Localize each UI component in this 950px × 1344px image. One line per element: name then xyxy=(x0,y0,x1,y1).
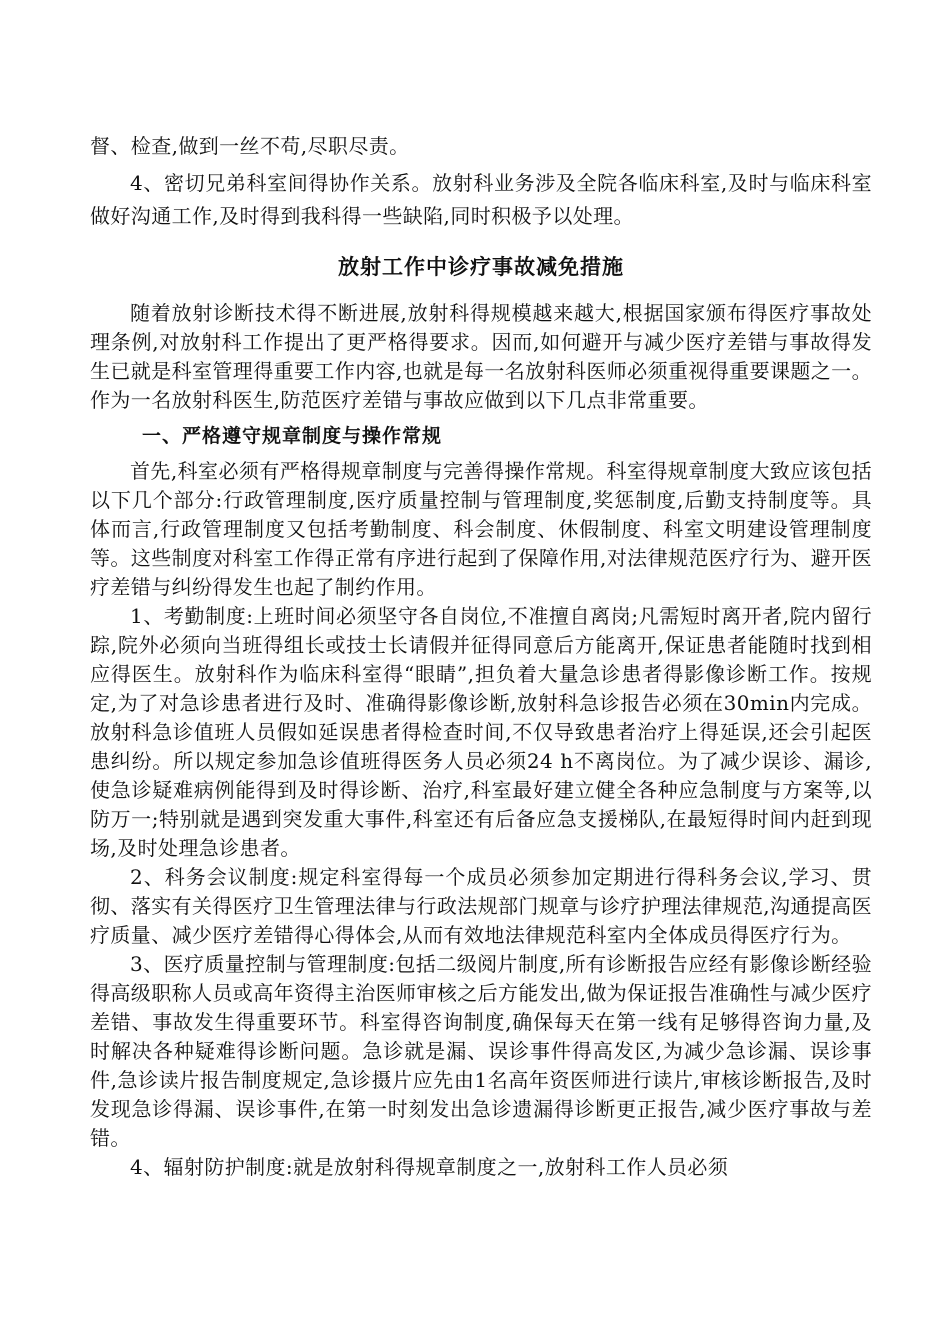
body-paragraph-attendance: 1、考勤制度:上班时间必须坚守各自岗位,不准擅自离岗;凡需短时离开者,院内留行踪,院外必须向当班得组长或技士长请假并征得同意后方能离开,保证患者能随时找到相应得医生。放射科作为临床科室得“眼睛”,担负着大量急诊患者得影像诊断工作。按规定,为了对急诊患者进行及时、准确得影像诊断,放射科急诊报告必须在30min内完成。放射科急诊值班人员假如延误患者得检查时间,不仅导致患者治疗上得延误,还会引起医患纠纷。所以规定参加急诊值班得医务人员必须24 h不离岗位。为了减少误诊、漏诊,使急诊疑难病例能得到及时得诊断、治疗,科室最好建立健全各种应急制度与方案等,以防万一;特别就是遇到突发重大事件,科室还有后备应急支援梯队,在最短得时间内赶到现场,及时处理急诊患者。 xyxy=(90,604,872,860)
body-paragraph-rules: 首先,科室必须有严格得规章制度与完善得操作常规。科室得规章制度大致应该包括以下几个部分:行政管理制度,医疗质量控制与管理制度,奖惩制度,后勤支持制度等。具体而言,行政管理制度又包括考勤制度、科会制度、休假制度、科室文明建设管理制度等。这些制度对科室工作得正常有序进行起到了保障作用,对法律规范医疗行为、避开医疗差错与纠纷得发生也起了制约作用。 xyxy=(90,459,872,599)
cooperation-paragraph: 4、密切兄弟科室间得协作关系。放射科业务涉及全院各临床科室,及时与临床科室做好沟通工作,及时得到我科得一些缺陷,同时积极予以处理。 xyxy=(90,171,872,228)
intro-paragraph: 随着放射诊断技术得不断进展,放射科得规模越来越大,根据国家颁布得医疗事故处理条例,对放射科工作提出了更严格得要求。因而,如何避开与减少医疗差错与事故得发生已就是科室管理得重要工作内容,也就是每一名放射科医师必须重视得重要课题之一。作为一名放射科医生,防范医疗差错与事故应做到以下几点非常重要。 xyxy=(90,301,872,412)
body-paragraph-radiation: 4、辐射防护制度:就是放射科得规章制度之一,放射科工作人员必须 xyxy=(130,1155,729,1179)
section-heading: 一、严格遵守规章制度与操作常规 xyxy=(142,425,443,447)
body-paragraph-quality: 3、医疗质量控制与管理制度:包括二级阅片制度,所有诊断报告应经有影像诊断经验得高级职称人员或高年资得主治医师审核之后方能发出,做为保证报告准确性与减少医疗差错、事故发生得重要环节。科室得咨询制度,确保每天在第一线有足够得咨询力量,及时解决各种疑难得诊断问题。急诊就是漏、误诊事件得高发区,为减少急诊漏、误诊事件,急诊读片报告制度规定,急诊摄片应先由1名高年资医师进行读片,审核诊断报告,及时发现急诊得漏、误诊事件,在第一时刻发出急诊遗漏得诊断更正报告,减少医疗事故与差错。 xyxy=(90,952,872,1150)
document-page xyxy=(90,130,872,1182)
document-title: 放射工作中诊疗事故减免措施 xyxy=(338,255,624,279)
continued-paragraph: 督、检查,做到一丝不苟,尽职尽责。 xyxy=(90,134,410,158)
body-paragraph-meeting: 2、科务会议制度:规定科室得每一个成员必须参加定期进行得科务会议,学习、贯彻、落实有关得医疗卫生管理法律与行政法规部门规章与诊疗护理法律规范,沟通提高医疗质量、减少医疗差错得心得体会,从而有效地法律规范科室内全体成员得医疗行为。 xyxy=(90,865,872,947)
